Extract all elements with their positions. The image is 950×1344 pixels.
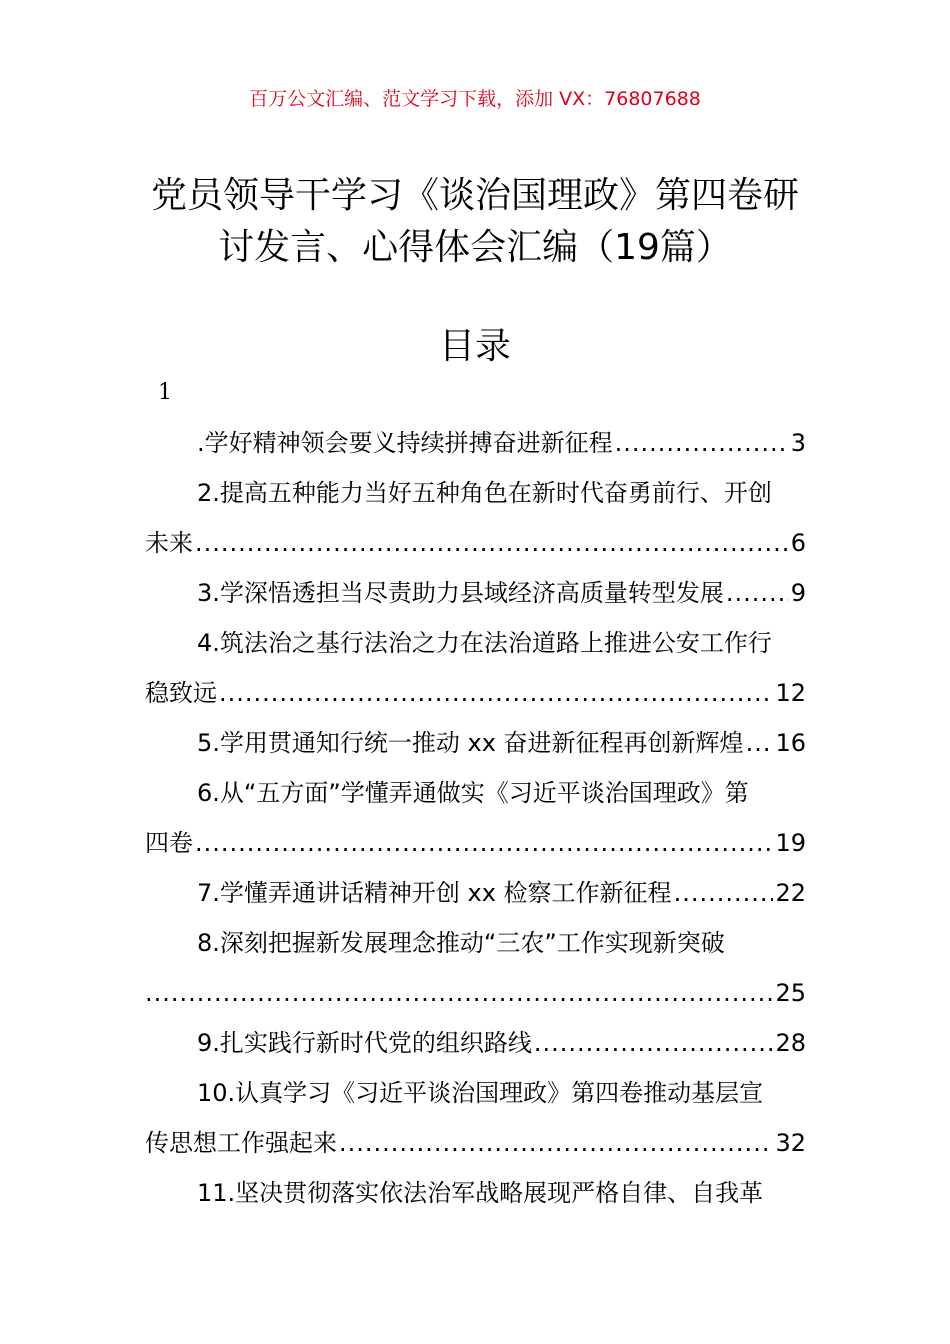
toc-entry-title: 8.深刻把握新发展理念推动“三农”工作实现新突破 (197, 929, 725, 957)
toc-entry-line (145, 768, 806, 818)
toc-entry-page: 25 (775, 979, 806, 1007)
toc-entry-line (145, 1018, 806, 1068)
toc-entry-title: 10.认真学习《习近平谈治国理政》第四卷推动基层宣 (197, 1079, 764, 1107)
dot-leader (219, 668, 773, 718)
toc-entry-page: 6 (790, 529, 806, 557)
toc-entry-title: 6.从“五方面”学懂弄通做实《习近平谈治国理政》第 (197, 779, 749, 807)
dot-leader (726, 568, 789, 618)
toc-entry-line (145, 1118, 806, 1168)
toc-entry-page: 3 (790, 429, 806, 457)
dot-leader (145, 968, 773, 1018)
toc-entry[interactable] (145, 1168, 806, 1218)
toc-entry-line (145, 968, 806, 1018)
toc-entry-page: 32 (775, 1129, 806, 1157)
toc-entry-title-cont: 四卷 (145, 829, 193, 857)
toc-entry-title: 5.学用贯通知行统一推动 xx 奋进新征程再创新辉煌 (197, 729, 744, 757)
toc-entry-line (145, 818, 806, 868)
toc-heading: 目录 (438, 326, 511, 367)
toc-entry-page: 12 (775, 679, 806, 707)
dot-leader (195, 818, 773, 868)
toc-entry-line (145, 718, 806, 768)
table-of-contents (145, 418, 806, 1218)
toc-entry-title: 3.学深悟透担当尽责助力县域经济高质量转型发展 (197, 579, 724, 607)
toc-entry[interactable] (145, 718, 806, 768)
toc-entry[interactable] (145, 568, 806, 618)
toc-entry[interactable] (145, 918, 806, 1018)
toc-entry-page: 28 (775, 1029, 806, 1057)
toc-entry-title-cont: 稳致远 (145, 679, 217, 707)
document-title-line-1: 党员领导干学习《谈治国理政》第四卷研 (150, 175, 799, 216)
toc-entry-title-cont: 传思想工作强起来 (145, 1129, 337, 1157)
document-title (120, 170, 830, 274)
toc-entry-line (145, 418, 806, 468)
toc-entry-title: 4.筑法治之基行法治之力在法治道路上推进公安工作行 (197, 629, 772, 657)
toc-entry-page: 16 (775, 729, 806, 757)
toc-entry-line (145, 468, 806, 518)
header-download-note: 百万公文汇编、范文学习下载，添加 VX：76807688 (249, 88, 701, 110)
page-number-marker: 1 (158, 380, 172, 405)
dot-leader (746, 718, 774, 768)
toc-entry-line (145, 668, 806, 718)
toc-entry-line (145, 918, 806, 968)
toc-entry-page: 9 (790, 579, 806, 607)
toc-entry[interactable] (145, 618, 806, 718)
toc-entry[interactable] (145, 768, 806, 868)
toc-entry-page: 19 (775, 829, 806, 857)
toc-entry-line (145, 868, 806, 918)
toc-entry-title: 11.坚决贯彻落实依法治军战略展现严格自律、自我革 (197, 1179, 764, 1207)
document-title-line-2: 讨发言、心得体会汇编（19篇） (218, 227, 732, 268)
dot-leader (674, 868, 774, 918)
toc-entry-line (145, 1068, 806, 1118)
dot-leader (339, 1118, 773, 1168)
dot-leader (195, 518, 789, 568)
toc-entry[interactable] (145, 418, 806, 468)
toc-entry-title: 2.提高五种能力当好五种角色在新时代奋勇前行、开创 (197, 479, 772, 507)
toc-entry-title: 9.扎实践行新时代党的组织路线 (197, 1029, 532, 1057)
toc-entry-page: 22 (775, 879, 806, 907)
toc-entry-line (145, 518, 806, 568)
toc-entry-title: .学好精神领会要义持续拼搏奋进新征程 (197, 429, 613, 457)
toc-entry-title: 7.学懂弄通讲话精神开创 xx 检察工作新征程 (197, 879, 672, 907)
toc-entry-title-cont: 未来 (145, 529, 193, 557)
toc-entry-line (145, 568, 806, 618)
toc-entry[interactable] (145, 468, 806, 568)
toc-entry[interactable] (145, 1018, 806, 1068)
toc-entry[interactable] (145, 1068, 806, 1168)
toc-entry[interactable] (145, 868, 806, 918)
toc-entry-line (145, 618, 806, 668)
toc-entry-line (145, 1168, 806, 1218)
dot-leader (615, 418, 789, 468)
dot-leader (534, 1018, 774, 1068)
